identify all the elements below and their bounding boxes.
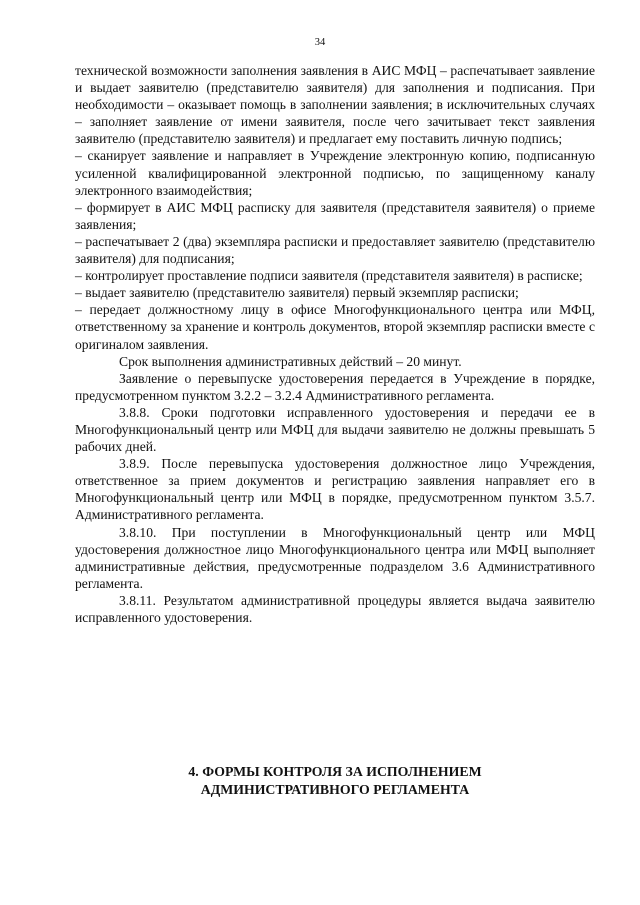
paragraph-reissue-transfer: Заявление о перевыпуске удостоверения передается в Учреждение в порядке, предусмотренном пунктом 3.2.2 – 3.2.4 Административного регламента.: [75, 370, 595, 403]
paragraph-continuation: технической возможности заполнения заявления в АИС МФЦ – распечатывает заявление и выдает заявителю (представителю заявителя) для заполнения и подписания. При необходимости – оказывает помощь в заполнении заявления; в исключительных случаях – заполняет заявление от имени заявителя, после чего зачитывает текст заявления заявителю (представителю заявителя) и предлагает ему поставить личную подпись;: [75, 63, 595, 147]
paragraph-deadline: Срок выполнения административных действий – 20 минут.: [119, 353, 462, 369]
list-item-form-receipt: – формирует в АИС МФЦ расписку для заявителя (представителя заявителя) о приеме заявления;: [75, 199, 595, 232]
paragraph-3-8-11: 3.8.11. Результатом административной процедуры является выдача заявителю исправленного удостоверения.: [75, 592, 595, 625]
paragraph-3-8-10: 3.8.10. При поступлении в Многофункциональный центр или МФЦ удостоверения должностное лицо Многофункционального центра или МФЦ выполняет административные действия, предусмотренные подразделом 3.6 Административного регламента.: [75, 524, 595, 591]
paragraph-3-8-8: 3.8.8. Сроки подготовки исправленного удостоверения и передачи ее в Многофункциональный центр или МФЦ для выдачи заявителю не должны превышать 5 рабочих дней.: [75, 404, 595, 455]
section-heading-line-2: АДМИНИСТРАТИВНОГО РЕГЛАМЕНТА: [200, 781, 470, 797]
section-heading-line-1: 4. ФОРМЫ КОНТРОЛЯ ЗА ИСПОЛНЕНИЕМ: [188, 764, 482, 779]
paragraph-3-8-9: 3.8.9. После перевыпуска удостоверения должностное лицо Учреждения, ответственное за прием документов и регистрацию заявления направляет его в Многофункциональный центр или МФЦ в порядке, предусмотренном пунктом 3.5.7. Административного регламента.: [75, 456, 595, 523]
list-item-control-signature: – контролирует проставление подписи заявителя (представителя заявителя) в расписке;: [75, 268, 583, 284]
list-item-scan-application: – сканирует заявление и направляет в Учреждение электронную копию, подписанную усиленной квалифицированной электронной подписью, по защищенному каналу электронного взаимодействия;: [75, 148, 595, 198]
page-number: 34: [314, 37, 326, 48]
list-item-print-receipts: – распечатывает 2 (два) экземпляра расписки и предоставляет заявителю (представителю заявителя) для подписания;: [75, 233, 595, 267]
list-item-transfer-receipt: – передает должностному лицу в офисе Многофункционального центра или МФЦ, ответственному за хранение и контроль документов, второй экземпляр расписки вместе с оригиналом заявления.: [75, 302, 595, 352]
list-item-issue-receipt: – выдает заявителю (представителю заявителя) первый экземпляр расписки;: [75, 285, 519, 301]
section-heading: [75, 763, 595, 798]
document-body: [75, 62, 595, 626]
